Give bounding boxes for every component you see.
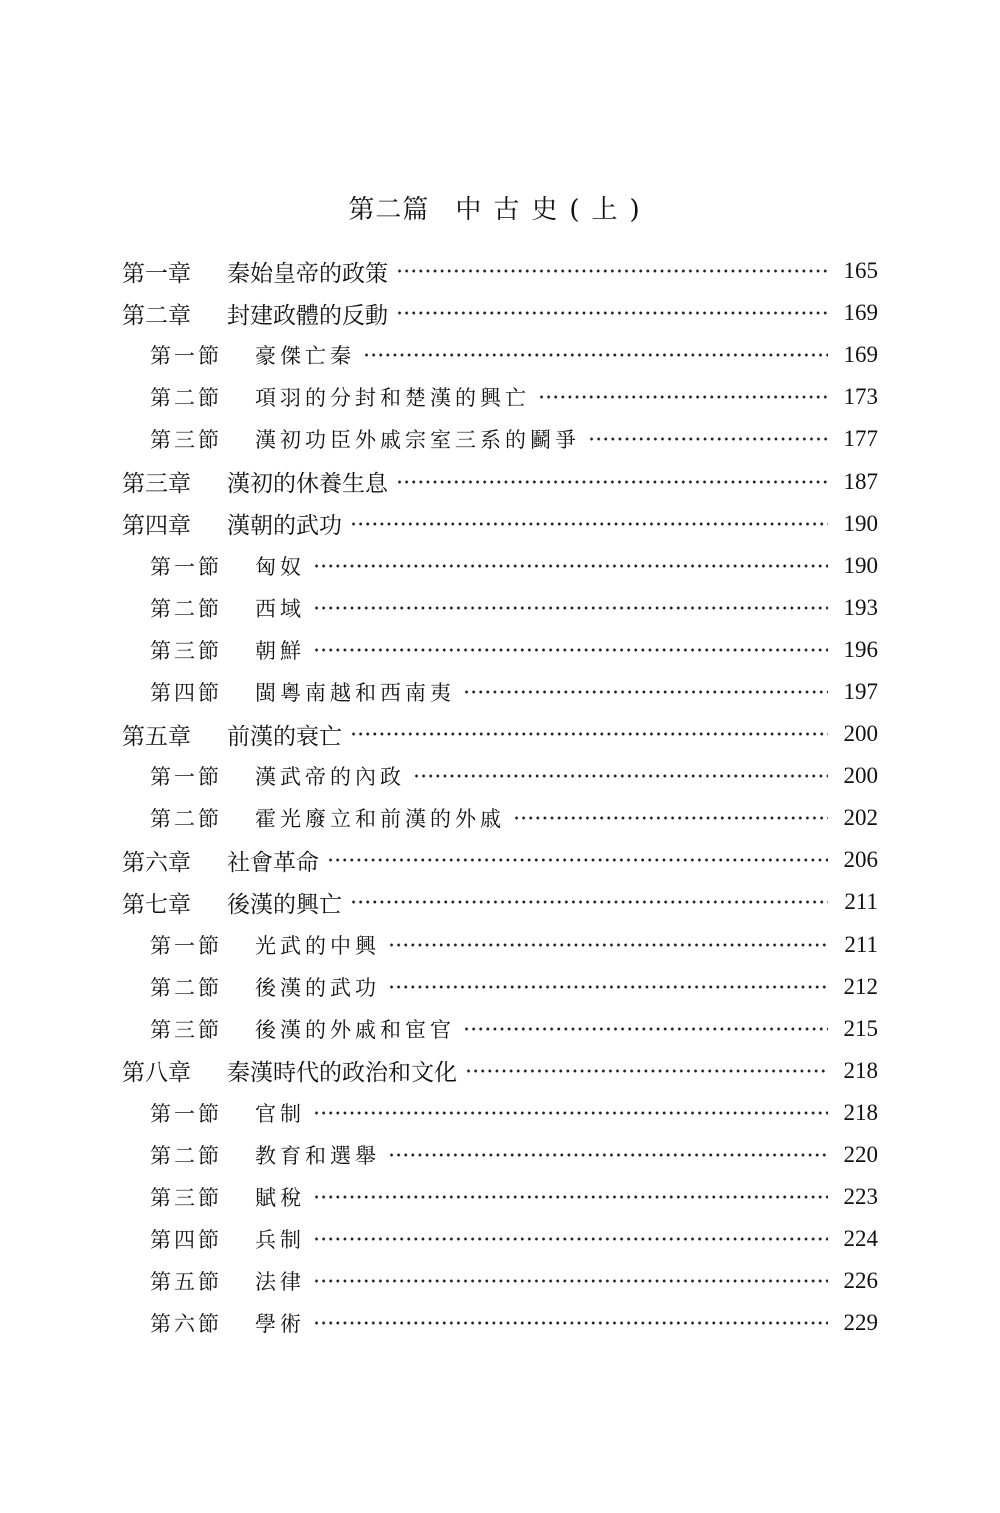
- entry-title: 漢初的休養生息: [227, 471, 388, 498]
- toc-chapter-entry: [122, 460, 878, 502]
- entry-page-number: 218: [843, 1057, 878, 1083]
- entry-page-number: 173: [843, 384, 878, 410]
- entry-page-number: 190: [843, 552, 878, 578]
- toc-chapter-entry: [122, 250, 878, 292]
- toc-section-entry: [122, 376, 878, 418]
- entry-page-number: 226: [843, 1268, 878, 1294]
- entry-title: 前漢的衰亡: [227, 723, 342, 750]
- dot-leader: [363, 344, 828, 366]
- entry-title: 學術: [255, 1312, 305, 1337]
- entry-label: 第五節: [150, 1270, 222, 1295]
- entry-title: 光武的中興: [255, 933, 380, 958]
- entry-page-number: 211: [844, 931, 878, 957]
- entry-title: 項羽的分封和楚漢的興亡: [255, 386, 530, 411]
- dot-leader: [538, 386, 828, 408]
- dot-leader: [350, 891, 828, 913]
- entry-label: 第一節: [150, 554, 222, 579]
- entry-page-number: 223: [843, 1184, 878, 1210]
- entry-title: 秦始皇帝的政策: [227, 260, 388, 287]
- entry-page-number: 196: [843, 636, 878, 662]
- entry-page-number: 165: [843, 258, 878, 284]
- part-number: 第二篇: [348, 195, 430, 225]
- toc-section-entry: [122, 1134, 878, 1176]
- dot-leader: [313, 555, 828, 577]
- entry-page-number: 190: [843, 510, 878, 536]
- dot-leader: [413, 765, 828, 787]
- entry-page-number: 187: [843, 468, 878, 494]
- entry-page-number: 200: [843, 763, 878, 789]
- entry-label: 第三節: [150, 428, 222, 453]
- entry-title: 封建政體的反動: [227, 302, 388, 329]
- entry-page-number: 215: [843, 1015, 878, 1041]
- dot-leader: [327, 849, 828, 871]
- toc-section-entry: [122, 587, 878, 629]
- toc-section-entry: [122, 334, 878, 376]
- entry-label: 第一節: [150, 1101, 222, 1126]
- entry-label: 第一章: [122, 260, 191, 287]
- dot-leader: [313, 1228, 828, 1250]
- dot-leader: [396, 260, 828, 282]
- toc-chapter-entry: [122, 713, 878, 755]
- dot-leader: [313, 1186, 828, 1208]
- toc-section-entry: [122, 629, 878, 671]
- entry-label: 第四章: [122, 513, 191, 540]
- entry-title: 漢初功臣外戚宗室三系的鬬爭: [255, 428, 580, 453]
- entry-label: 第七章: [122, 891, 191, 918]
- toc-section-entry: [122, 1260, 878, 1302]
- entry-page-number: 218: [843, 1099, 878, 1125]
- table-of-contents: [122, 250, 878, 1344]
- entry-page-number: 169: [843, 342, 878, 368]
- entry-title: 豪傑亡秦: [255, 344, 355, 369]
- entry-title: 西域: [255, 596, 305, 621]
- toc-section-entry: [122, 755, 878, 797]
- toc-section-entry: [122, 1302, 878, 1344]
- toc-section-entry: [122, 545, 878, 587]
- dot-leader: [588, 428, 828, 450]
- entry-page-number: 202: [843, 805, 878, 831]
- toc-chapter-entry: [122, 839, 878, 881]
- dot-leader: [350, 513, 828, 535]
- toc-chapter-entry: [122, 1050, 878, 1092]
- toc-section-entry: [122, 418, 878, 460]
- dot-leader: [313, 1270, 828, 1292]
- entry-title: 社會革命: [227, 849, 319, 876]
- entry-page-number: 169: [843, 300, 878, 326]
- entry-title: 法律: [255, 1270, 305, 1295]
- dot-leader: [313, 639, 828, 661]
- dot-leader: [396, 471, 828, 493]
- entry-label: 第六節: [150, 1312, 222, 1337]
- toc-chapter-entry: [122, 292, 878, 334]
- entry-title: 賦稅: [255, 1186, 305, 1211]
- dot-leader: [513, 807, 828, 829]
- entry-page-number: 197: [843, 678, 878, 704]
- entry-label: 第二節: [150, 807, 222, 832]
- entry-title: 後漢的興亡: [227, 891, 342, 918]
- entry-label: 第一節: [150, 933, 222, 958]
- entry-page-number: 212: [843, 973, 878, 999]
- toc-section-entry: [122, 924, 878, 966]
- entry-label: 第六章: [122, 849, 191, 876]
- entry-page-number: 193: [843, 594, 878, 620]
- entry-label: 第四節: [150, 680, 222, 705]
- entry-label: 第三章: [122, 471, 191, 498]
- entry-title: 閩粵南越和西南夷: [255, 680, 455, 705]
- toc-section-entry: [122, 797, 878, 839]
- entry-page-number: 229: [843, 1310, 878, 1336]
- dot-leader: [388, 1144, 828, 1166]
- entry-label: 第二節: [150, 596, 222, 621]
- entry-label: 第三節: [150, 1186, 222, 1211]
- part-title: 中古史(上): [455, 195, 652, 225]
- entry-label: 第八章: [122, 1060, 191, 1087]
- entry-page-number: 211: [844, 889, 878, 915]
- entry-title: 匈奴: [255, 554, 305, 579]
- toc-section-entry: [122, 1008, 878, 1050]
- part-heading: [0, 190, 1000, 230]
- toc-section-entry: [122, 1092, 878, 1134]
- entry-page-number: 224: [843, 1226, 878, 1252]
- dot-leader: [396, 302, 828, 324]
- entry-title: 漢武帝的內政: [255, 765, 405, 790]
- entry-title: 教育和選舉: [255, 1144, 380, 1169]
- entry-title: 秦漢時代的政治和文化: [227, 1060, 457, 1087]
- dot-leader: [388, 976, 828, 998]
- entry-title: 朝鮮: [255, 638, 305, 663]
- dot-leader: [313, 1312, 828, 1334]
- toc-section-entry: [122, 966, 878, 1008]
- entry-label: 第二節: [150, 386, 222, 411]
- entry-label: 第二章: [122, 302, 191, 329]
- entry-page-number: 200: [843, 721, 878, 747]
- entry-label: 第五章: [122, 723, 191, 750]
- entry-label: 第三節: [150, 1017, 222, 1042]
- toc-section-entry: [122, 1218, 878, 1260]
- dot-leader: [463, 1018, 828, 1040]
- entry-title: 霍光廢立和前漢的外戚: [255, 807, 505, 832]
- entry-page-number: 220: [843, 1142, 878, 1168]
- entry-label: 第二節: [150, 1144, 222, 1169]
- entry-label: 第三節: [150, 638, 222, 663]
- entry-title: 後漢的外戚和宦官: [255, 1017, 455, 1042]
- dot-leader: [313, 1102, 828, 1124]
- toc-section-entry: [122, 1176, 878, 1218]
- entry-page-number: 177: [843, 426, 878, 452]
- toc-chapter-entry: [122, 881, 878, 923]
- toc-chapter-entry: [122, 503, 878, 545]
- entry-label: 第一節: [150, 765, 222, 790]
- entry-title: 後漢的武功: [255, 975, 380, 1000]
- entry-title: 漢朝的武功: [227, 513, 342, 540]
- entry-label: 第四節: [150, 1228, 222, 1253]
- dot-leader: [313, 597, 828, 619]
- entry-label: 第一節: [150, 344, 222, 369]
- entry-title: 官制: [255, 1101, 305, 1126]
- dot-leader: [463, 681, 828, 703]
- dot-leader: [388, 934, 828, 956]
- entry-title: 兵制: [255, 1228, 305, 1253]
- toc-section-entry: [122, 671, 878, 713]
- entry-page-number: 206: [843, 847, 878, 873]
- dot-leader: [465, 1060, 828, 1082]
- dot-leader: [350, 723, 828, 745]
- entry-label: 第二節: [150, 975, 222, 1000]
